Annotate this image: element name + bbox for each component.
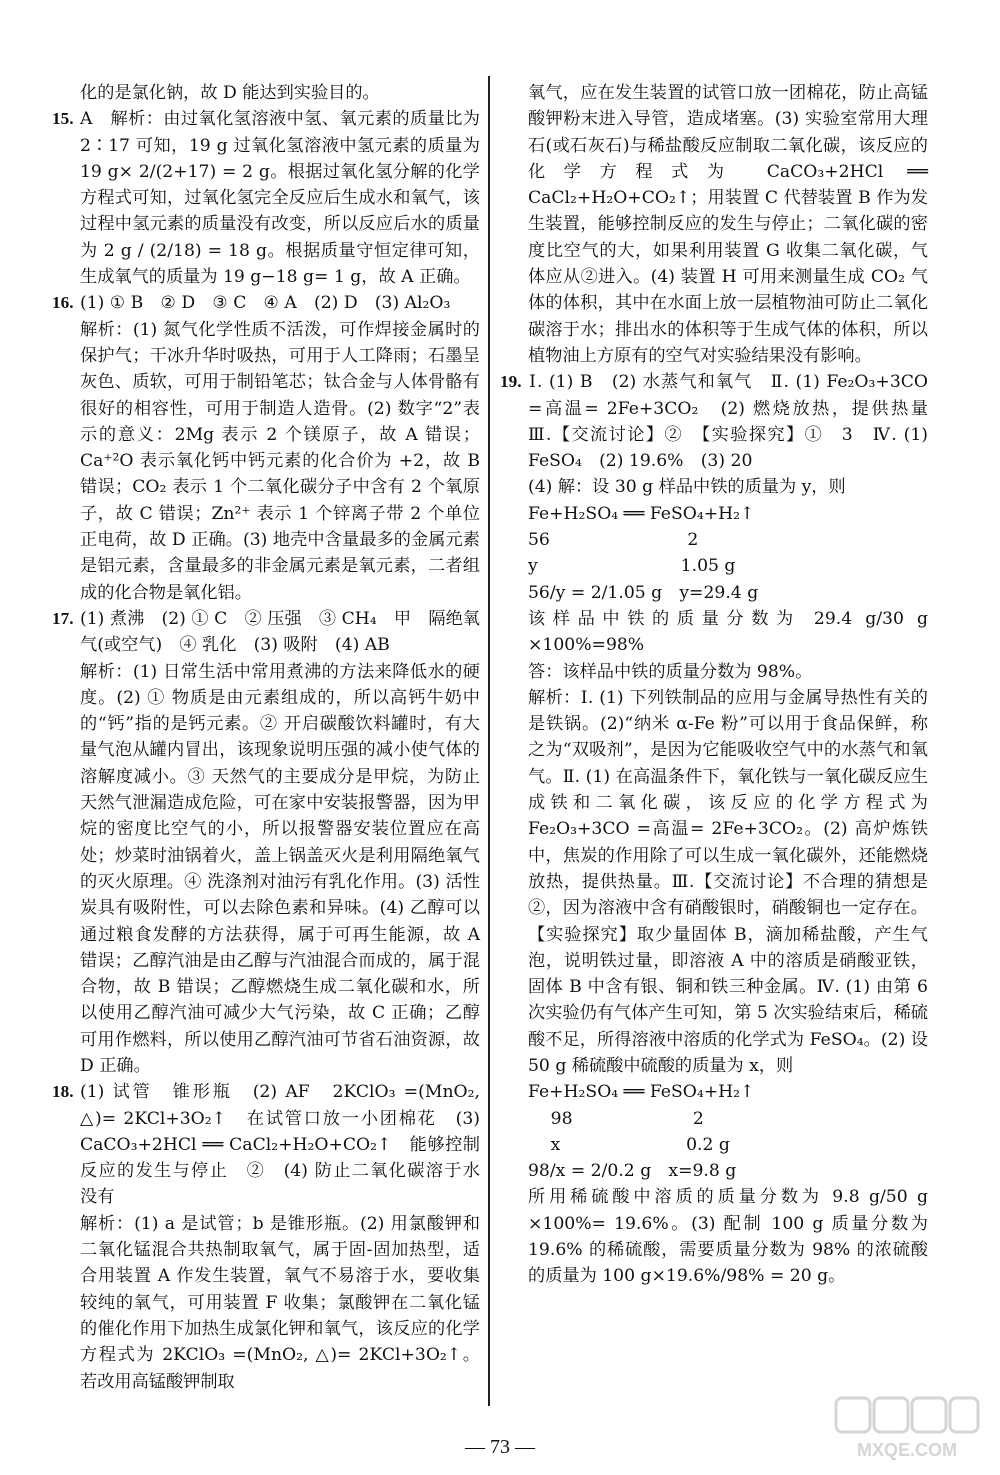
right-paragraph [528,1158,928,1184]
paragraph-text: (1) ① B ② D ③ C ④ A (2) D (3) Al₂O₃ [80,293,451,314]
paragraph-text: Ⅰ. (1) B (2) 水蒸气和氧气 Ⅱ. (1) Fe₂O₃+3CO =高温= 2Fe+3CO₂ (2) 燃烧放热，提供热量 Ⅲ.【交流讨论】② 【实验探究】① 3 Ⅳ. (1) FeSO₄ (2) 19.6% (3) 20 [528,372,946,472]
paragraph-text: A 解析：由过氧化氢溶液中氢、氧元素的质量比为 2∶17 可知，19 g 过氧化氢溶液中氢元素的质量为 19 g× 2/(2+17) = 2 g。根据过氧化氢分解的化学方程式可知，过氧化氢完全反应后生成水和氧气，该过程中氢元素的质量没有改变，所以反应后水的质量为 2 g / (2/18) = 18 g。根据质量守恒定律可知，生成氧气的质量为 19 g−18 g= 1 g，故 A 正确。 [80,109,480,288]
paragraph-text: 解析：(1) 氮气化学性质不活泼，可作焊接金属时的保护气；干冰升华时吸热，可用于人工降雨；石墨呈灰色、质软，可用于制铅笔芯；钛合金与人体骨骼有很好的相容性，可用于制造人造骨。(2) 数字“2”表示的意义：2Mg 表示 2 个镁原子，故 A 错误；Ca⁺²O 表示氧化钙中钙元素的化合价为 +2，故 B 错误；CO₂ 表示 1 个二氧化碳分子中含有 2 个氧原子，故 C 错误；Zn²⁺ 表示 1 个锌离子带 2 个单位正电荷，故 D 正确。(3) 地壳中含量最多的金属元素是铝元素，含量最多的非金属元素是氧元素，二者组成的化合物是氧化铝。 [80,319,480,603]
paragraph-text: y 1.05 g [528,556,736,577]
left-paragraph [80,80,480,106]
page-number: — 73 — [465,1436,535,1458]
right-paragraph [528,501,928,527]
left-paragraph [80,659,480,1080]
question-number: 18. [52,1082,74,1102]
right-paragraph [528,685,928,1079]
right-paragraph [528,553,928,579]
left-paragraph [52,106,480,290]
question-number: 15. [52,109,74,129]
question-number: 17. [52,608,74,628]
paragraph-text: 氧气，应在发生装置的试管口放一团棉花，防止高锰酸钾粉末进入导管，造成堵塞。(3) 实验室常用大理石(或石灰石)与稀盐酸反应制取二氧化碳，该反应的化学方程式为 CaCO₃+2HCl ══ CaCl₂+H₂O+CO₂↑；用装置 C 代替装置 B 作为发生装置，能够控制反应的发生与停止；二氧化碳的密度比空气的大，如果利用装置 G 收集二氧化碳，气体应从②进入。(4) 装置 H 可用来测量生成 CO₂ 气体的体积，其中在水面上放一层植物油可防止二氧化碳溶于水；排出水的体积等于生成气体的体积，所以植物油上方原有的空气对实验结果没有影响。 [528,83,928,366]
right-paragraph [528,80,928,369]
right-column [500,80,946,1290]
left-paragraph [80,1211,480,1395]
right-paragraph [528,527,928,553]
left-column [52,80,498,1395]
paragraph-text: (1) 试管 锥形瓶 (2) AF 2KClO₃ =(MnO₂, △)= 2KCl+3O₂↑ 在试管口放一小团棉花 (3) CaCO₃+2HCl ══ CaCl₂+H₂O+CO₂↑ 能够控制反应的发生与停止 ② (4) 防止二氧化碳溶于水 没有 [80,1082,498,1208]
paragraph-text: 答：该样品中铁的质量分数为 98%。 [528,661,813,682]
right-paragraph [500,369,946,474]
right-paragraph [528,1132,928,1158]
right-paragraph [528,1184,928,1289]
paragraph-text: 化的是氯化钠，故 D 能达到实验目的。 [80,83,380,103]
watermark-logo [832,1392,982,1462]
right-paragraph [528,659,928,685]
paragraph-text: Fe+H₂SO₄ ══ FeSO₄+H₂↑ [528,503,755,524]
right-paragraph [528,1079,928,1105]
paragraph-text: Fe+H₂SO₄ ══ FeSO₄+H₂↑ [528,1082,755,1103]
paragraph-text: 该样品中铁的质量分数为 29.4 g/30 g ×100%=98% [528,608,928,656]
paragraph-text: (1) 煮沸 (2) ① C ② 压强 ③ CH₄ 甲 隔绝氧气(或空气) ④ 乳化 (3) 吸附 (4) AB [80,608,480,656]
paragraph-text: 98/x = 2/0.2 g x=9.8 g [528,1161,737,1182]
paragraph-text: (4) 解：设 30 g 样品中铁的质量为 y，则 [528,477,846,498]
column-divider [488,76,490,1406]
paragraph-text: 解析：(1) 日常生活中常用煮沸的方法来降低水的硬度。(2) ① 物质是由元素组成的，所以高钙牛奶中的“钙”指的是钙元素。② 开启碳酸饮料罐时，有大量气泡从罐内冒出，该现象说明压强的减小使气体的溶解度减小。③ 天然气的主要成分是甲烷，为防止天然气泄漏造成危险，可在家中安装报警器，因为甲烷的密度比空气的小，所以报警器安装位置应在高处；炒菜时油锅着火，盖上锅盖灭火是利用隔绝氧气的灭火原理。④ 洗涤剂对油污有乳化作用。(3) 活性炭具有吸附性，可以去除色素和异味。(4) 乙醇可以通过粮食发酵的方法获得，属于可再生能源，故 A 错误；乙醇汽油是由乙醇与汽油混合而成的，属于混合物，故 B 错误；乙醇燃烧生成二氧化碳和水，所以使用乙醇汽油可减少大气污染，故 C 正确；乙醇可用作燃料，所以使用乙醇汽油可节省石油资源，故 D 正确。 [80,661,480,1076]
question-number: 19. [500,372,522,392]
right-paragraph [528,606,928,659]
left-paragraph [52,606,480,659]
paragraph-text: 所用稀硫酸中溶质的质量分数为 9.8 g/50 g ×100%= 19.6%。(3) 配制 100 g 质量分数为 19.6% 的稀硫酸，需要质量分数为 98% 的浓硫酸的质量为 100 g×19.6%/98% = 20 g。 [528,1187,928,1287]
paragraph-text: 56/y = 2/1.05 g y=29.4 g [528,582,759,603]
right-paragraph [528,580,928,606]
left-paragraph [52,1079,498,1210]
watermark-text: MXQE.COM [856,1440,958,1460]
paragraph-text: 解析：(1) a 是试管；b 是锥形瓶。(2) 用氯酸钾和二氧化锰混合共热制取氧气，属于固-固加热型，适合用装置 A 作发生装置，氧气不易溶于水，要收集较纯的氧气，可用装置 F 收集；氯酸钾在二氧化锰的催化作用下加热生成氯化钾和氧气，该反应的化学方程式为 2KClO₃ =(MnO₂, △)= 2KCl+3O₂↑。若改用高锰酸钾制取 [80,1213,480,1392]
paragraph-text: x 0.2 g [528,1134,730,1155]
left-paragraph [80,317,480,606]
paragraph-text: 解析：Ⅰ. (1) 下列铁制品的应用与金属导热性有关的是铁锅。(2)“纳米 α-Fe 粉”可以用于食品保鲜，称之为“双吸剂”，是因为它能吸收空气中的水蒸气和氧气。Ⅱ. (1) 在高温条件下，氧化铁与一氧化碳反应生成铁和二氧化碳，该反应的化学方程式为 Fe₂O₃+3CO =高温= 2Fe+3CO₂。(2) 高炉炼铁中，焦炭的作用除了可以生成一氧化碳外，还能燃烧放热，提供热量。Ⅲ.【交流讨论】不合理的猜想是②，因为溶液中含有硝酸银时，硝酸铜也一定存在。【实验探究】取少量固体 B，滴加稀盐酸，产生气泡，说明铁过量，即溶液 A 中的溶质是硝酸亚铁，固体 B 中含有银、铜和铁三种金属。Ⅳ. (1) 由第 6 次实验仍有气体产生可知，第 5 次实验结束后，稀硫酸不足，所得溶液中溶质的化学式为 FeSO₄。(2) 设 50 g 稀硫酸中硫酸的质量为 x，则 [528,687,928,1076]
paragraph-text: 98 2 [528,1108,704,1129]
paragraph-text: 56 2 [528,530,699,551]
right-paragraph [528,474,928,500]
left-paragraph [52,290,480,316]
question-number: 16. [52,293,74,313]
right-paragraph [528,1106,928,1132]
